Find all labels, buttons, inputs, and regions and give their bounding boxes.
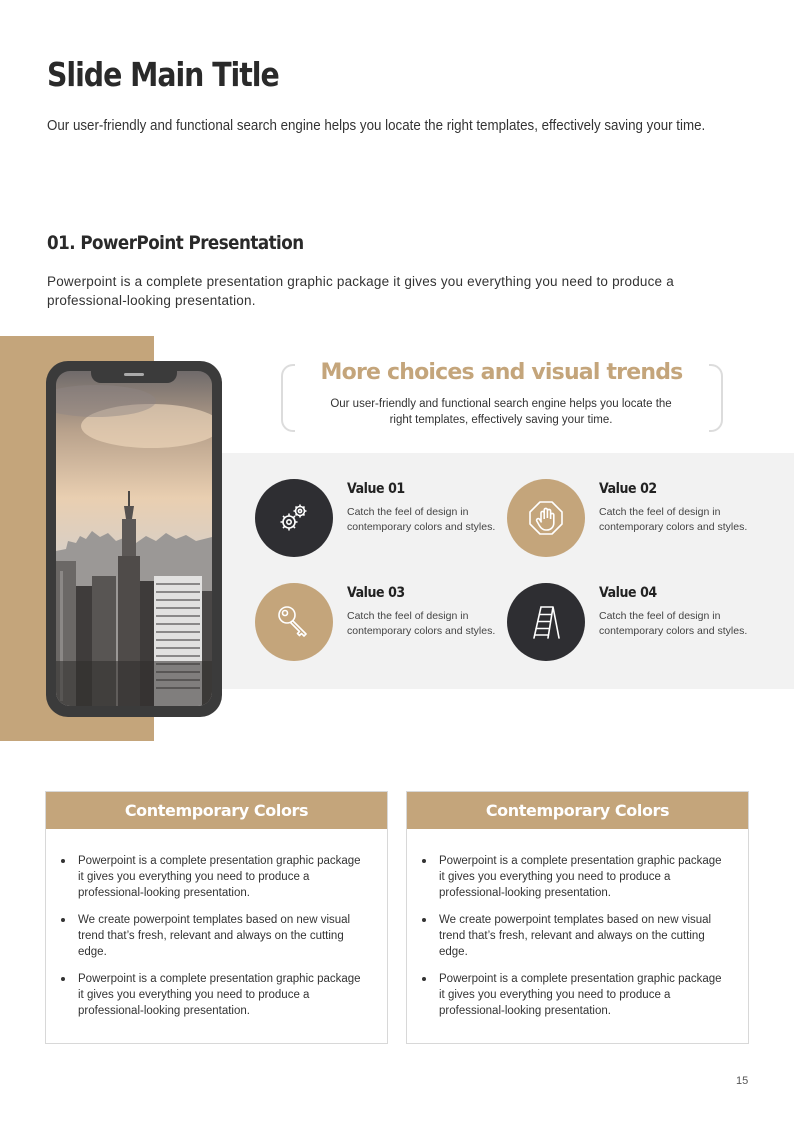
left-bracket — [281, 364, 295, 432]
gears-icon — [255, 479, 333, 557]
list-item: We create powerpoint templates based on new visual trend that’s fresh, relevant and always on the cutting edge. — [439, 912, 728, 960]
key-icon — [255, 583, 333, 661]
right-bracket — [709, 364, 723, 432]
phone-mockup — [46, 361, 222, 717]
card-title: Contemporary Colors — [407, 792, 748, 829]
ladder-icon — [507, 583, 585, 661]
list-item: Powerpoint is a complete presentation graphic package it gives you everything you need to produce a professional-looking presentation. — [439, 971, 728, 1019]
feature-title: More choices and visual trends — [320, 360, 683, 385]
feature-text: Our user-friendly and functional search engine helps you locate the right templates, effectively saving your time. — [330, 398, 672, 426]
phone-notch — [91, 361, 177, 383]
page-subtitle: Our user-friendly and functional search engine helps you locate the right templates, effectively saving your time. — [47, 118, 706, 134]
section-title: 01. PowerPoint Presentation — [47, 232, 304, 254]
value-item-1 — [255, 479, 505, 559]
card-list — [46, 829, 387, 1019]
value-text: Catch the feel of design in contemporary colors and styles. — [599, 506, 748, 533]
value-title: Value 04 — [599, 585, 657, 601]
value-text: Catch the feel of design in contemporary colors and styles. — [599, 610, 748, 637]
value-text: Catch the feel of design in contemporary colors and styles. — [347, 506, 496, 533]
value-item-3 — [255, 583, 505, 663]
section-text: Powerpoint is a complete presentation graphic package it gives you everything you need to produce a professional-looking presentation. — [47, 274, 674, 308]
city-skyline-image — [56, 371, 212, 706]
info-card-2 — [406, 791, 749, 1044]
page-title: Slide Main Title — [47, 55, 279, 94]
value-title: Value 03 — [347, 585, 405, 601]
value-title: Value 02 — [599, 481, 657, 497]
list-item: Powerpoint is a complete presentation graphic package it gives you everything you need to produce a professional-looking presentation. — [78, 971, 367, 1019]
page-number: 15 — [736, 1075, 749, 1087]
card-title: Contemporary Colors — [46, 792, 387, 829]
list-item: We create powerpoint templates based on new visual trend that’s fresh, relevant and always on the cutting edge. — [78, 912, 367, 960]
card-list — [407, 829, 748, 1019]
phone-speaker — [124, 373, 144, 376]
list-item: Powerpoint is a complete presentation graphic package it gives you everything you need to produce a professional-looking presentation. — [439, 853, 728, 901]
value-text: Catch the feel of design in contemporary colors and styles. — [347, 610, 496, 637]
value-item-2 — [507, 479, 757, 559]
value-title: Value 01 — [347, 481, 405, 497]
info-card-1 — [45, 791, 388, 1044]
value-item-4 — [507, 583, 757, 663]
list-item: Powerpoint is a complete presentation graphic package it gives you everything you need to produce a professional-looking presentation. — [78, 853, 367, 901]
stop-hand-icon — [507, 479, 585, 557]
